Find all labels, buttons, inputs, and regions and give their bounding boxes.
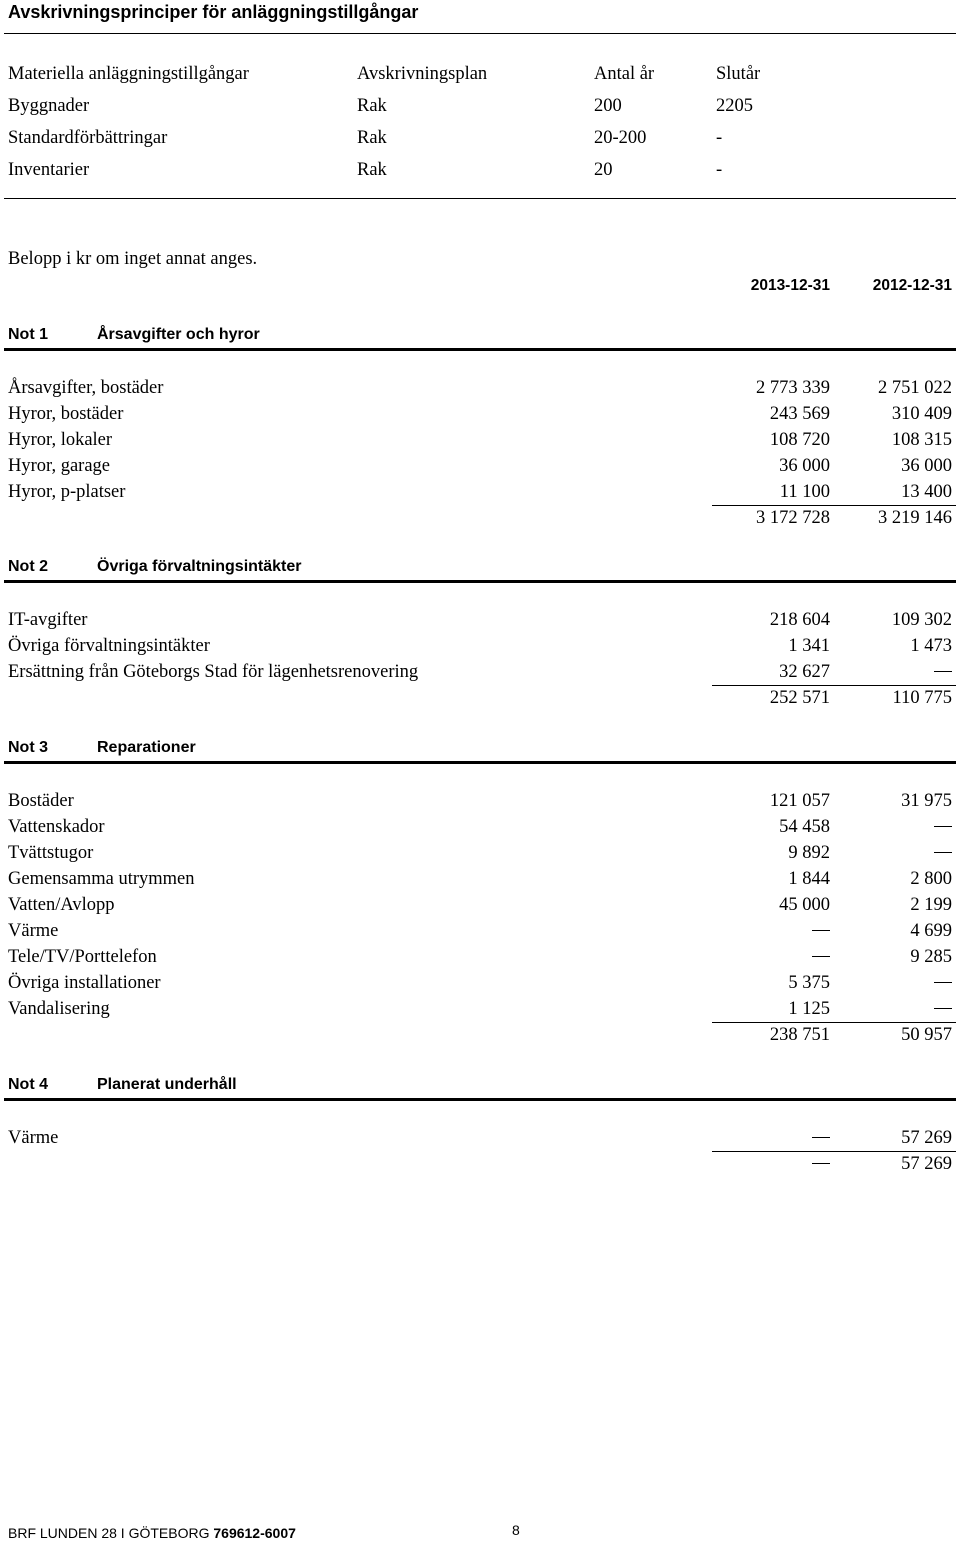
depr-header-endyear: Slutår	[716, 64, 761, 84]
total-2013	[812, 1154, 830, 1175]
table-row	[0, 817, 960, 843]
depr-row-years: 20	[594, 160, 613, 180]
value-2012	[934, 662, 952, 683]
total-row	[0, 688, 960, 714]
depr-row-plan: Rak	[357, 128, 387, 148]
value-2012: 2 800	[910, 869, 952, 889]
depr-header-years: Antal år	[594, 64, 655, 84]
value-2013: 32 627	[779, 662, 830, 682]
row-label: Ersättning från Göteborgs Stad för lägenhetsrenovering	[8, 662, 419, 682]
depr-row-label: Byggnader	[8, 96, 90, 116]
note-divider	[4, 580, 956, 583]
depr-row-endyear: -	[716, 160, 723, 180]
value-2012: 13 400	[901, 482, 952, 502]
value-2012: 57 269	[901, 1128, 952, 1148]
table-row	[0, 404, 960, 430]
title-divider	[4, 33, 956, 34]
value-2013: 5 375	[788, 973, 830, 993]
page-title: Avskrivningsprinciper för anläggningstillgångar	[8, 2, 419, 22]
value-2013: 243 569	[769, 404, 830, 424]
row-label: Gemensamma utrymmen	[8, 869, 195, 889]
depr-row-endyear: -	[716, 128, 723, 148]
table-row	[0, 869, 960, 895]
sum-line	[712, 1151, 956, 1152]
footer-org-number: 769612-6007	[213, 1525, 296, 1541]
value-2013: 1 125	[788, 999, 830, 1019]
depr-row-label: Standardförbättringar	[8, 128, 168, 148]
value-2012: 2 751 022	[878, 378, 952, 398]
page-number: 8	[512, 1522, 520, 1538]
dash-mark	[812, 1137, 830, 1138]
dash-mark	[812, 930, 830, 931]
total-row	[0, 1025, 960, 1051]
value-2013: 108 720	[769, 430, 830, 450]
value-2012	[934, 817, 952, 838]
sum-line	[712, 685, 956, 686]
value-2013: 36 000	[779, 456, 830, 476]
footer-org	[8, 1525, 296, 1541]
row-label: Vandalisering	[8, 999, 110, 1019]
dash-mark	[934, 671, 952, 672]
row-label: Årsavgifter, bostäder	[8, 378, 164, 398]
depr-row-years: 20-200	[594, 128, 647, 148]
row-label: Tele/TV/Porttelefon	[8, 947, 157, 967]
row-label: Vattenskador	[8, 817, 105, 837]
value-2012: 31 975	[901, 791, 952, 811]
value-2013	[812, 1128, 830, 1149]
depr-table-divider	[4, 198, 956, 199]
total-row	[0, 1154, 960, 1180]
total-2012: 57 269	[901, 1154, 952, 1174]
total-2013: 238 751	[769, 1025, 830, 1045]
dash-mark	[934, 826, 952, 827]
note-divider	[4, 1098, 956, 1101]
value-2012: 1 473	[910, 636, 952, 656]
value-2012	[934, 843, 952, 864]
table-row	[0, 791, 960, 817]
amount-note: Belopp i kr om inget annat anges.	[8, 249, 258, 269]
table-row	[0, 973, 960, 999]
value-2013: 1 844	[788, 869, 830, 889]
sum-line	[712, 1022, 956, 1023]
total-2013: 3 172 728	[756, 508, 830, 528]
footer-org-name: BRF LUNDEN 28 I GÖTEBORG	[8, 1525, 210, 1541]
column-header-2012: 2012-12-31	[872, 277, 952, 294]
value-2013: 121 057	[769, 791, 830, 811]
note-title: Reparationer	[97, 739, 196, 756]
table-row	[0, 456, 960, 482]
note-number: Not 4	[8, 1076, 48, 1093]
row-label: Hyror, p-platser	[8, 482, 126, 502]
depr-row-years: 200	[594, 96, 622, 116]
dash-mark	[934, 852, 952, 853]
value-2012: 310 409	[891, 404, 952, 424]
row-label: Tvättstugor	[8, 843, 94, 863]
value-2013: 54 458	[779, 817, 830, 837]
row-label: Bostäder	[8, 791, 74, 811]
depr-header-plan: Avskrivningsplan	[357, 64, 488, 84]
total-2012: 3 219 146	[878, 508, 952, 528]
row-label: Hyror, bostäder	[8, 404, 124, 424]
note-title: Övriga förvaltningsintäkter	[97, 558, 302, 575]
value-2013: 45 000	[779, 895, 830, 915]
dash-mark	[934, 1008, 952, 1009]
note-number: Not 2	[8, 558, 48, 575]
note-title: Planerat underhåll	[97, 1076, 237, 1093]
total-2012: 50 957	[901, 1025, 952, 1045]
depr-row-endyear: 2205	[716, 96, 753, 116]
table-row	[0, 895, 960, 921]
total-2013: 252 571	[769, 688, 830, 708]
table-row	[0, 921, 960, 947]
note-divider	[4, 348, 956, 351]
value-2013: 1 341	[788, 636, 830, 656]
note-number: Not 3	[8, 739, 48, 756]
depr-row-plan: Rak	[357, 96, 387, 116]
column-header-2013: 2013-12-31	[750, 277, 830, 294]
table-row	[0, 636, 960, 662]
note-title: Årsavgifter och hyror	[97, 326, 260, 343]
row-label: Hyror, lokaler	[8, 430, 113, 450]
note-number: Not 1	[8, 326, 48, 343]
table-row	[0, 430, 960, 456]
value-2012: 4 699	[910, 921, 952, 941]
total-2012: 110 775	[892, 688, 952, 708]
note-divider	[4, 761, 956, 764]
value-2012	[934, 973, 952, 994]
row-label: Övriga installationer	[8, 973, 161, 993]
value-2013	[812, 947, 830, 968]
value-2012: 108 315	[891, 430, 952, 450]
total-row	[0, 508, 960, 534]
dash-mark	[812, 1163, 830, 1164]
table-row	[0, 610, 960, 636]
table-row	[0, 843, 960, 869]
row-label: Värme	[8, 921, 59, 941]
value-2012: 109 302	[891, 610, 952, 630]
depr-row-plan: Rak	[357, 160, 387, 180]
depr-row-label: Inventarier	[8, 160, 90, 180]
value-2012: 36 000	[901, 456, 952, 476]
value-2012	[934, 999, 952, 1020]
value-2012: 2 199	[910, 895, 952, 915]
row-label: Övriga förvaltningsintäkter	[8, 636, 210, 656]
table-row	[0, 947, 960, 973]
value-2013: 11 100	[779, 482, 830, 502]
value-2013: 9 892	[788, 843, 830, 863]
dash-mark	[934, 982, 952, 983]
depr-header-asset: Materiella anläggningstillgångar	[8, 64, 249, 84]
row-label: IT-avgifter	[8, 610, 88, 630]
value-2013: 218 604	[769, 610, 830, 630]
value-2013: 2 773 339	[756, 378, 830, 398]
dash-mark	[812, 956, 830, 957]
row-label: Vatten/Avlopp	[8, 895, 115, 915]
sum-line	[712, 505, 956, 506]
row-label: Hyror, garage	[8, 456, 110, 476]
value-2012: 9 285	[910, 947, 952, 967]
value-2013	[812, 921, 830, 942]
table-row	[0, 378, 960, 404]
row-label: Värme	[8, 1128, 59, 1148]
